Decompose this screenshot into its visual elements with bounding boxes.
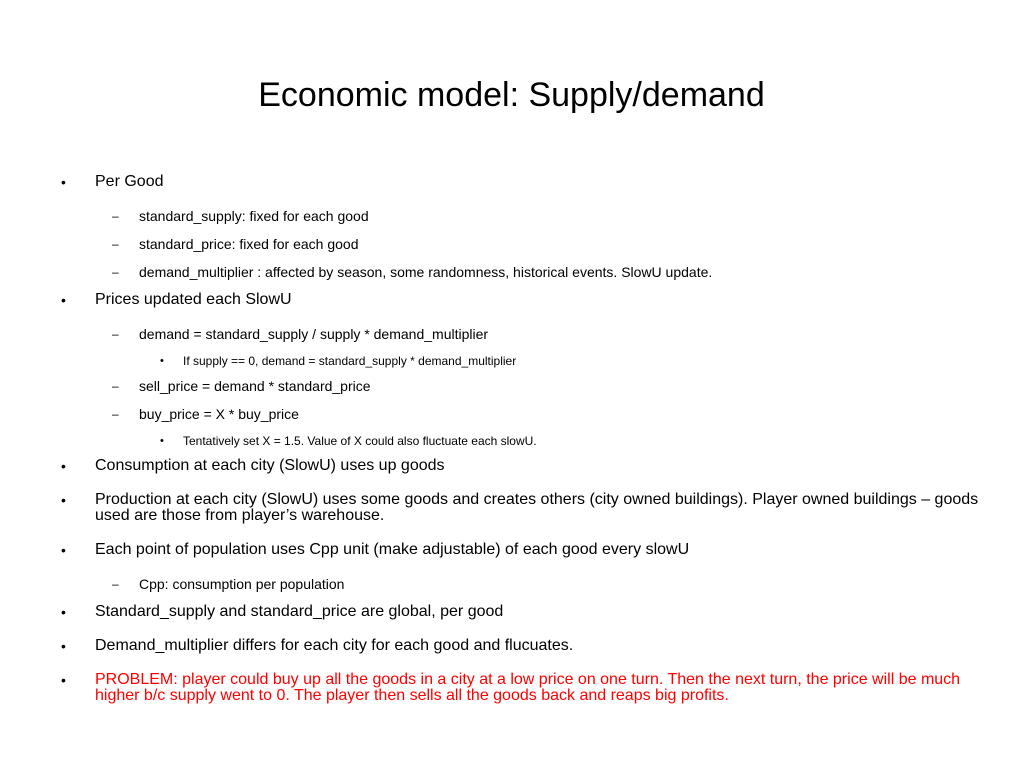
sub-sub-bullet-item [60, 354, 980, 368]
sub-bullet-item [60, 576, 980, 592]
dash-icon: – [112, 327, 119, 341]
bullet-icon: • [61, 492, 66, 508]
dash-icon: – [112, 237, 119, 251]
sub-bullet-text: sell_price = demand * standard_price [139, 378, 371, 394]
bullet-icon: • [61, 174, 66, 190]
sub-bullet-item [60, 264, 980, 280]
bullet-icon: • [61, 638, 66, 654]
sub-bullet-item [60, 406, 980, 422]
sub-bullet-text: standard_price: fixed for each good [139, 236, 359, 252]
dash-icon: – [112, 265, 119, 279]
bullet-text: Standard_supply and standard_price are global, per good [95, 603, 504, 620]
sub-bullet-text: demand = standard_supply / supply * demand_multiplier [139, 326, 489, 342]
bullet-icon: • [61, 604, 66, 620]
sub-sub-bullet-text: If supply == 0, demand = standard_supply * demand_multiplier [183, 354, 517, 368]
sub-sub-bullet-item [60, 434, 980, 448]
bullet-text: Production at each city (SlowU) uses some goods and creates others (city owned buildings). Player owned buildings – goods used are those from player’s warehouse. [95, 491, 979, 524]
bullet-icon: • [61, 458, 66, 474]
sub-bullet-item [60, 378, 980, 394]
bullet-icon: • [61, 292, 66, 308]
bullet-icon: • [61, 542, 66, 558]
bullet-list [60, 174, 980, 722]
bullet-item [60, 604, 980, 620]
bullet-text: Each point of population uses Cpp unit (make adjustable) of each good every slowU [95, 541, 690, 558]
sub-bullet-item [60, 236, 980, 252]
sub-bullet-text: demand_multiplier : affected by season, some randomness, historical events. SlowU update. [139, 264, 713, 280]
problem-bullet-item [60, 672, 980, 704]
dash-icon: – [112, 379, 119, 393]
bullet-item [60, 542, 980, 558]
bullet-item [60, 458, 980, 474]
bullet-text: Demand_multiplier differs for each city for each good and flucuates. [95, 637, 574, 654]
bullet-icon: • [61, 672, 66, 688]
bullet-item [60, 492, 980, 524]
dash-icon: – [112, 209, 119, 223]
sub-bullet-text: Cpp: consumption per population [139, 576, 345, 592]
bullet-item [60, 292, 980, 308]
problem-text: PROBLEM: player could buy up all the goods in a city at a low price on one turn. Then the next turn, the price will be much higher b/c supply went to 0. The player then sells all the goods back and reaps big profits. [95, 671, 961, 704]
bullet-text: Prices updated each SlowU [95, 291, 292, 308]
dash-icon: – [112, 577, 119, 591]
sub-bullet-text: standard_supply: fixed for each good [139, 208, 369, 224]
sub-bullet-item [60, 326, 980, 342]
bullet-icon: • [160, 355, 164, 367]
bullet-item [60, 174, 980, 190]
dash-icon: – [112, 407, 119, 421]
sub-bullet-text: buy_price = X * buy_price [139, 406, 299, 422]
slide-title: Economic model: Supply/demand [258, 76, 765, 114]
sub-sub-bullet-text: Tentatively set X = 1.5. Value of X could also fluctuate each slowU. [183, 434, 537, 448]
bullet-icon: • [160, 435, 164, 447]
bullet-text: Consumption at each city (SlowU) uses up goods [95, 457, 445, 474]
bullet-text: Per Good [95, 173, 164, 190]
bullet-item [60, 638, 980, 654]
sub-bullet-item [60, 208, 980, 224]
